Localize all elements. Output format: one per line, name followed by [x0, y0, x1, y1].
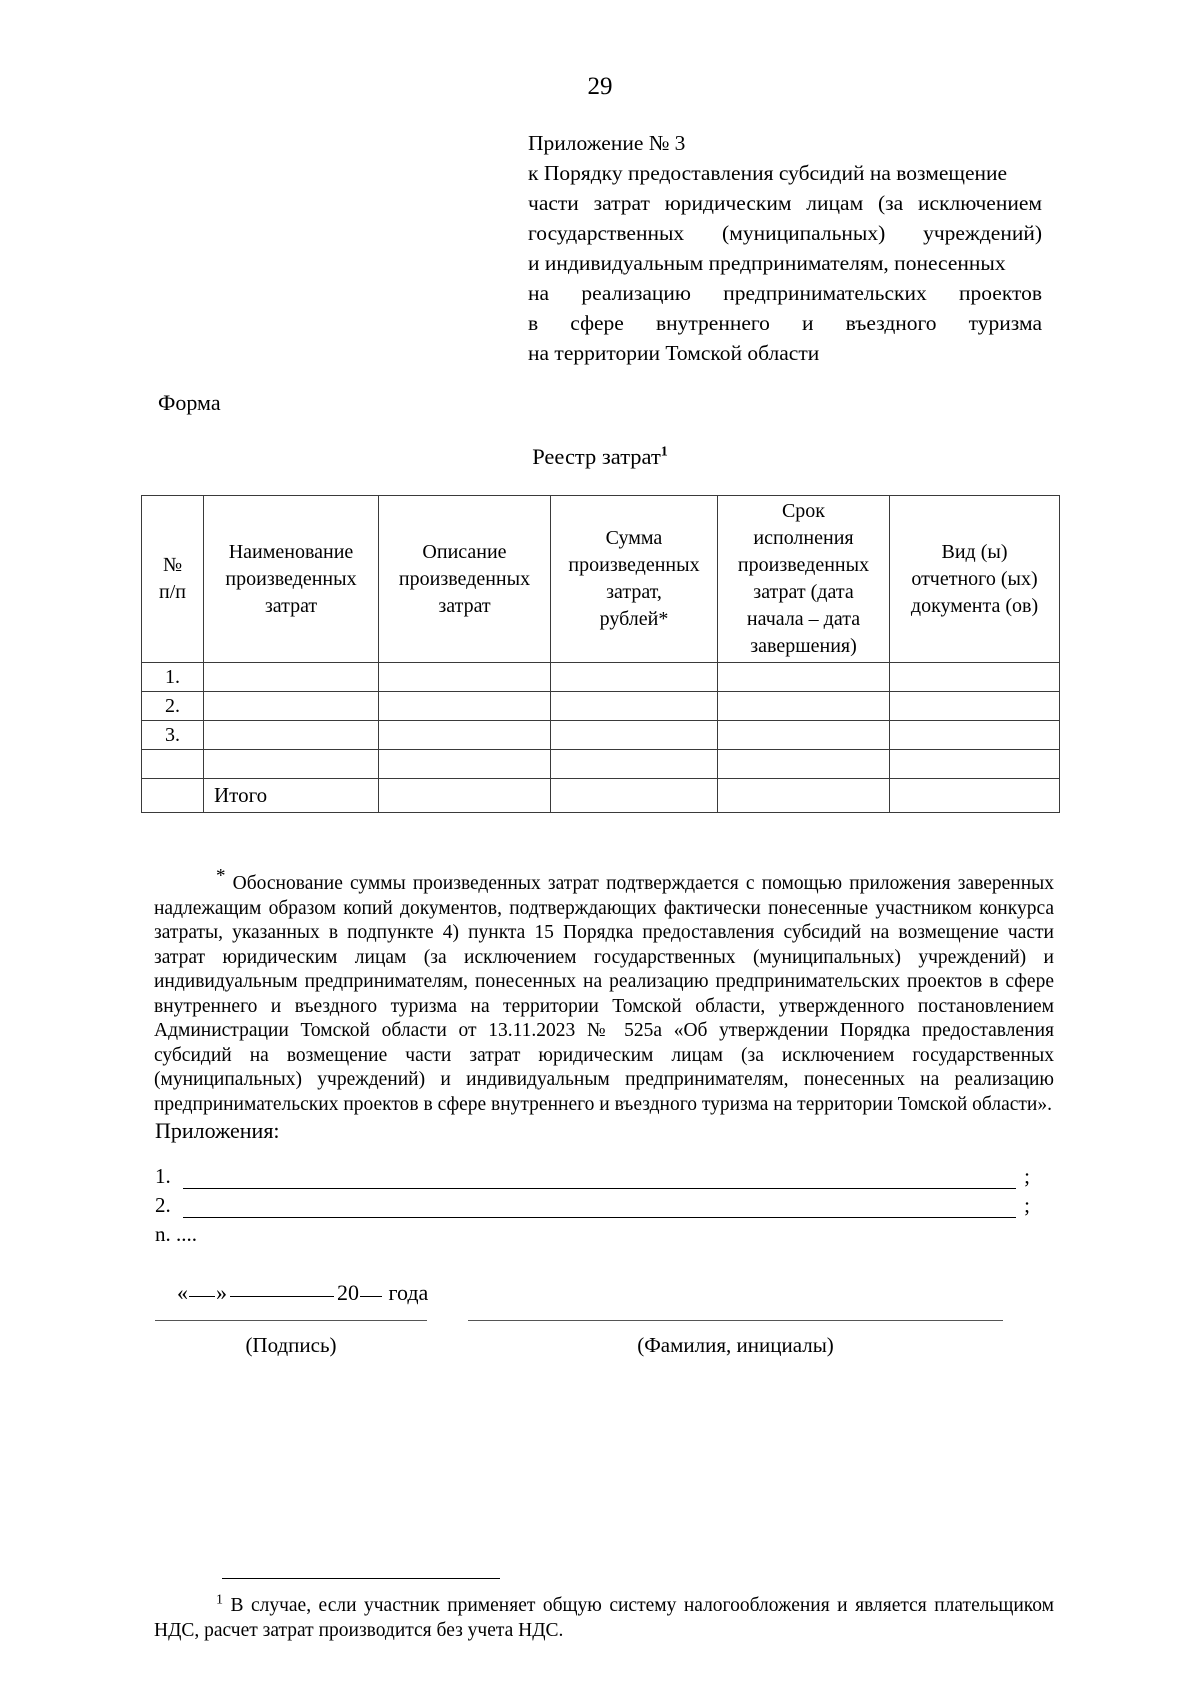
appendix-line-8: на территории Томской области — [528, 341, 820, 365]
header-term-line-1: Срок — [781, 500, 826, 522]
registry-table — [141, 495, 1060, 813]
table-row — [142, 721, 1060, 750]
total-term-cell[interactable] — [718, 779, 890, 813]
footnote-separator — [222, 1578, 500, 1579]
table-header-description — [379, 496, 551, 663]
row-number: 1. — [142, 663, 204, 692]
header-term-line-5: начала – дата — [746, 608, 861, 630]
date-year-blank[interactable] — [360, 1296, 382, 1297]
appendix-line-1: Приложение № 3 — [528, 131, 686, 155]
row-number: 2. — [142, 692, 204, 721]
appendix-line-7: в сфере внутреннего и въездного туризма — [528, 311, 1042, 335]
row-sum-cell[interactable] — [551, 692, 718, 721]
attachment-item — [155, 1189, 1030, 1218]
table-header-document — [890, 496, 1060, 663]
row-name-cell[interactable] — [204, 663, 379, 692]
row-sum-cell[interactable] — [551, 663, 718, 692]
signature-block-left — [155, 1320, 427, 1356]
appendix-line-2: к Порядку предоставления субсидий на возмещение — [528, 161, 1008, 185]
signature-block-right — [468, 1320, 1003, 1356]
row-description-cell[interactable] — [379, 750, 551, 779]
attachment-separator: ; — [1024, 1164, 1030, 1188]
attachment-blank-line[interactable] — [183, 1166, 1016, 1189]
row-document-cell[interactable] — [890, 750, 1060, 779]
date-day-blank[interactable] — [189, 1296, 215, 1297]
title-footnote-marker: 1 — [660, 444, 668, 460]
attachments-list — [155, 1160, 1030, 1247]
header-term-line-2: исполнения — [753, 527, 854, 549]
total-description-cell[interactable] — [379, 779, 551, 813]
row-document-cell[interactable] — [890, 663, 1060, 692]
total-label: Итого — [204, 779, 379, 813]
table-row — [142, 692, 1060, 721]
row-term-cell[interactable] — [718, 692, 890, 721]
date-quote-open: « — [177, 1280, 188, 1305]
row-document-cell[interactable] — [890, 692, 1060, 721]
row-name-cell[interactable] — [204, 721, 379, 750]
row-sum-cell[interactable] — [551, 721, 718, 750]
page-title-text: Реестр затрат — [532, 444, 661, 469]
table-header-row — [142, 496, 1060, 663]
total-sum-cell[interactable] — [551, 779, 718, 813]
table-row — [142, 750, 1060, 779]
row-term-cell[interactable] — [718, 663, 890, 692]
row-number — [142, 750, 204, 779]
attachment-index: 2. — [155, 1193, 171, 1217]
row-description-cell[interactable] — [379, 663, 551, 692]
appendix-line-6: на реализацию предпринимательских проектов — [528, 281, 1042, 305]
attachment-ellipsis-item — [155, 1218, 1030, 1247]
date-quote-close: » — [216, 1280, 227, 1305]
total-row-number — [142, 779, 204, 813]
attachment-ellipsis-text: n. .... — [155, 1222, 197, 1246]
header-doc-line-1: Вид (ы) — [941, 540, 1008, 563]
page-footnote — [154, 1594, 1054, 1643]
name-caption: (Фамилия, инициалы) — [637, 1333, 834, 1357]
header-term-line-4: затрат (дата — [753, 581, 854, 603]
row-name-cell[interactable] — [204, 692, 379, 721]
row-sum-cell[interactable] — [551, 750, 718, 779]
header-np-line-1: № — [162, 554, 183, 576]
header-doc-line-3: документа (ов) — [910, 594, 1039, 617]
date-year-prefix: 20 — [337, 1280, 359, 1305]
row-document-cell[interactable] — [890, 721, 1060, 750]
appendix-header-block — [528, 128, 1042, 368]
row-term-cell[interactable] — [718, 721, 890, 750]
table-footnote-paragraph — [154, 865, 1054, 1117]
appendix-line-5: и индивидуальным предпринимателям, понесенных — [528, 251, 1006, 275]
appendix-line-3: части затрат юридическим лицам (за исключением — [528, 191, 1042, 215]
row-number: 3. — [142, 721, 204, 750]
table-row — [142, 663, 1060, 692]
header-term-line-3: произведенных — [737, 554, 870, 576]
row-description-cell[interactable] — [379, 721, 551, 750]
appendix-line-4: государственных (муниципальных) учреждений) — [528, 221, 1042, 245]
date-line — [155, 1260, 428, 1326]
footnote-marker: 1 — [216, 1592, 223, 1608]
total-document-cell[interactable] — [890, 779, 1060, 813]
header-sum-line-4: рублей* — [599, 608, 669, 630]
table-header-sum — [551, 496, 718, 663]
note-text: Обоснование суммы произведенных затрат подтверждается с помощью приложения заверенных надлежащим образом копий документов, подтверждающих фактически понесенные участником конкурса затраты, указанных в подпункте 4) пункта 15 Порядка предоставления субсидий на возмещение части затрат юридическим лицам (за исключением государственных (муниципальных) учреждений) и индивидуальным предпринимателям, понесенных на реализацию предпринимательских проектов в сфере внутреннего и въездного туризма на территории Томской области, утвержденного постановлением Администрации Томской области от 13.11.2023 № 525а «Об утверждении Порядка предоставления субсидий на возмещение части затрат юридическим лицам (за исключением государственных (муниципальных) учреждений) и индивидуальным предпринимателям, понесенных на реализацию предпринимательских проектов в сфере внутреннего и въездного туризма на территории Томской области». — [154, 873, 1054, 1115]
header-desc-line-3: затрат — [438, 594, 491, 617]
row-description-cell[interactable] — [379, 692, 551, 721]
date-year-suffix: года — [388, 1280, 429, 1305]
attachment-blank-line[interactable] — [183, 1195, 1016, 1218]
table-header-name — [204, 496, 379, 663]
header-sum-line-3: затрат, — [606, 581, 662, 603]
footnote-body: В случае, если участник применяет общую систему налогообложения и является плательщиком НДС, расчет затрат производится без учета НДС. — [154, 1595, 1054, 1641]
page-number: 29 — [587, 73, 613, 100]
date-month-blank[interactable] — [230, 1296, 334, 1297]
signature-line[interactable] — [155, 1320, 427, 1321]
header-sum-line-1: Сумма — [605, 527, 663, 549]
signature-caption: (Подпись) — [245, 1333, 337, 1357]
attachments-title: Приложения: — [155, 1118, 280, 1143]
header-desc-line-1: Описание — [422, 540, 507, 563]
header-sum-line-2: произведенных — [568, 554, 700, 576]
signature-area — [155, 1320, 1025, 1410]
page-title — [0, 446, 1200, 469]
header-name-line-1: Наименование — [228, 540, 354, 563]
table-header-np — [142, 496, 204, 663]
header-term-line-6: завершения) — [750, 635, 857, 657]
attachment-index: 1. — [155, 1164, 171, 1188]
header-doc-line-2: отчетного (ых) — [911, 567, 1038, 590]
row-name-cell[interactable] — [204, 750, 379, 779]
header-name-line-2: произведенных — [225, 567, 357, 590]
row-term-cell[interactable] — [718, 750, 890, 779]
name-line[interactable] — [468, 1320, 1003, 1321]
header-desc-line-2: произведенных — [398, 567, 531, 590]
attachment-item — [155, 1160, 1030, 1189]
attachment-separator: ; — [1024, 1193, 1030, 1217]
header-np-line-2: п/п — [159, 581, 186, 603]
note-star-marker: * — [216, 865, 226, 887]
header-name-line-3: затрат — [264, 594, 318, 617]
table-total-row — [142, 779, 1060, 813]
form-label: Форма — [158, 390, 221, 415]
table-header-term — [718, 496, 890, 663]
